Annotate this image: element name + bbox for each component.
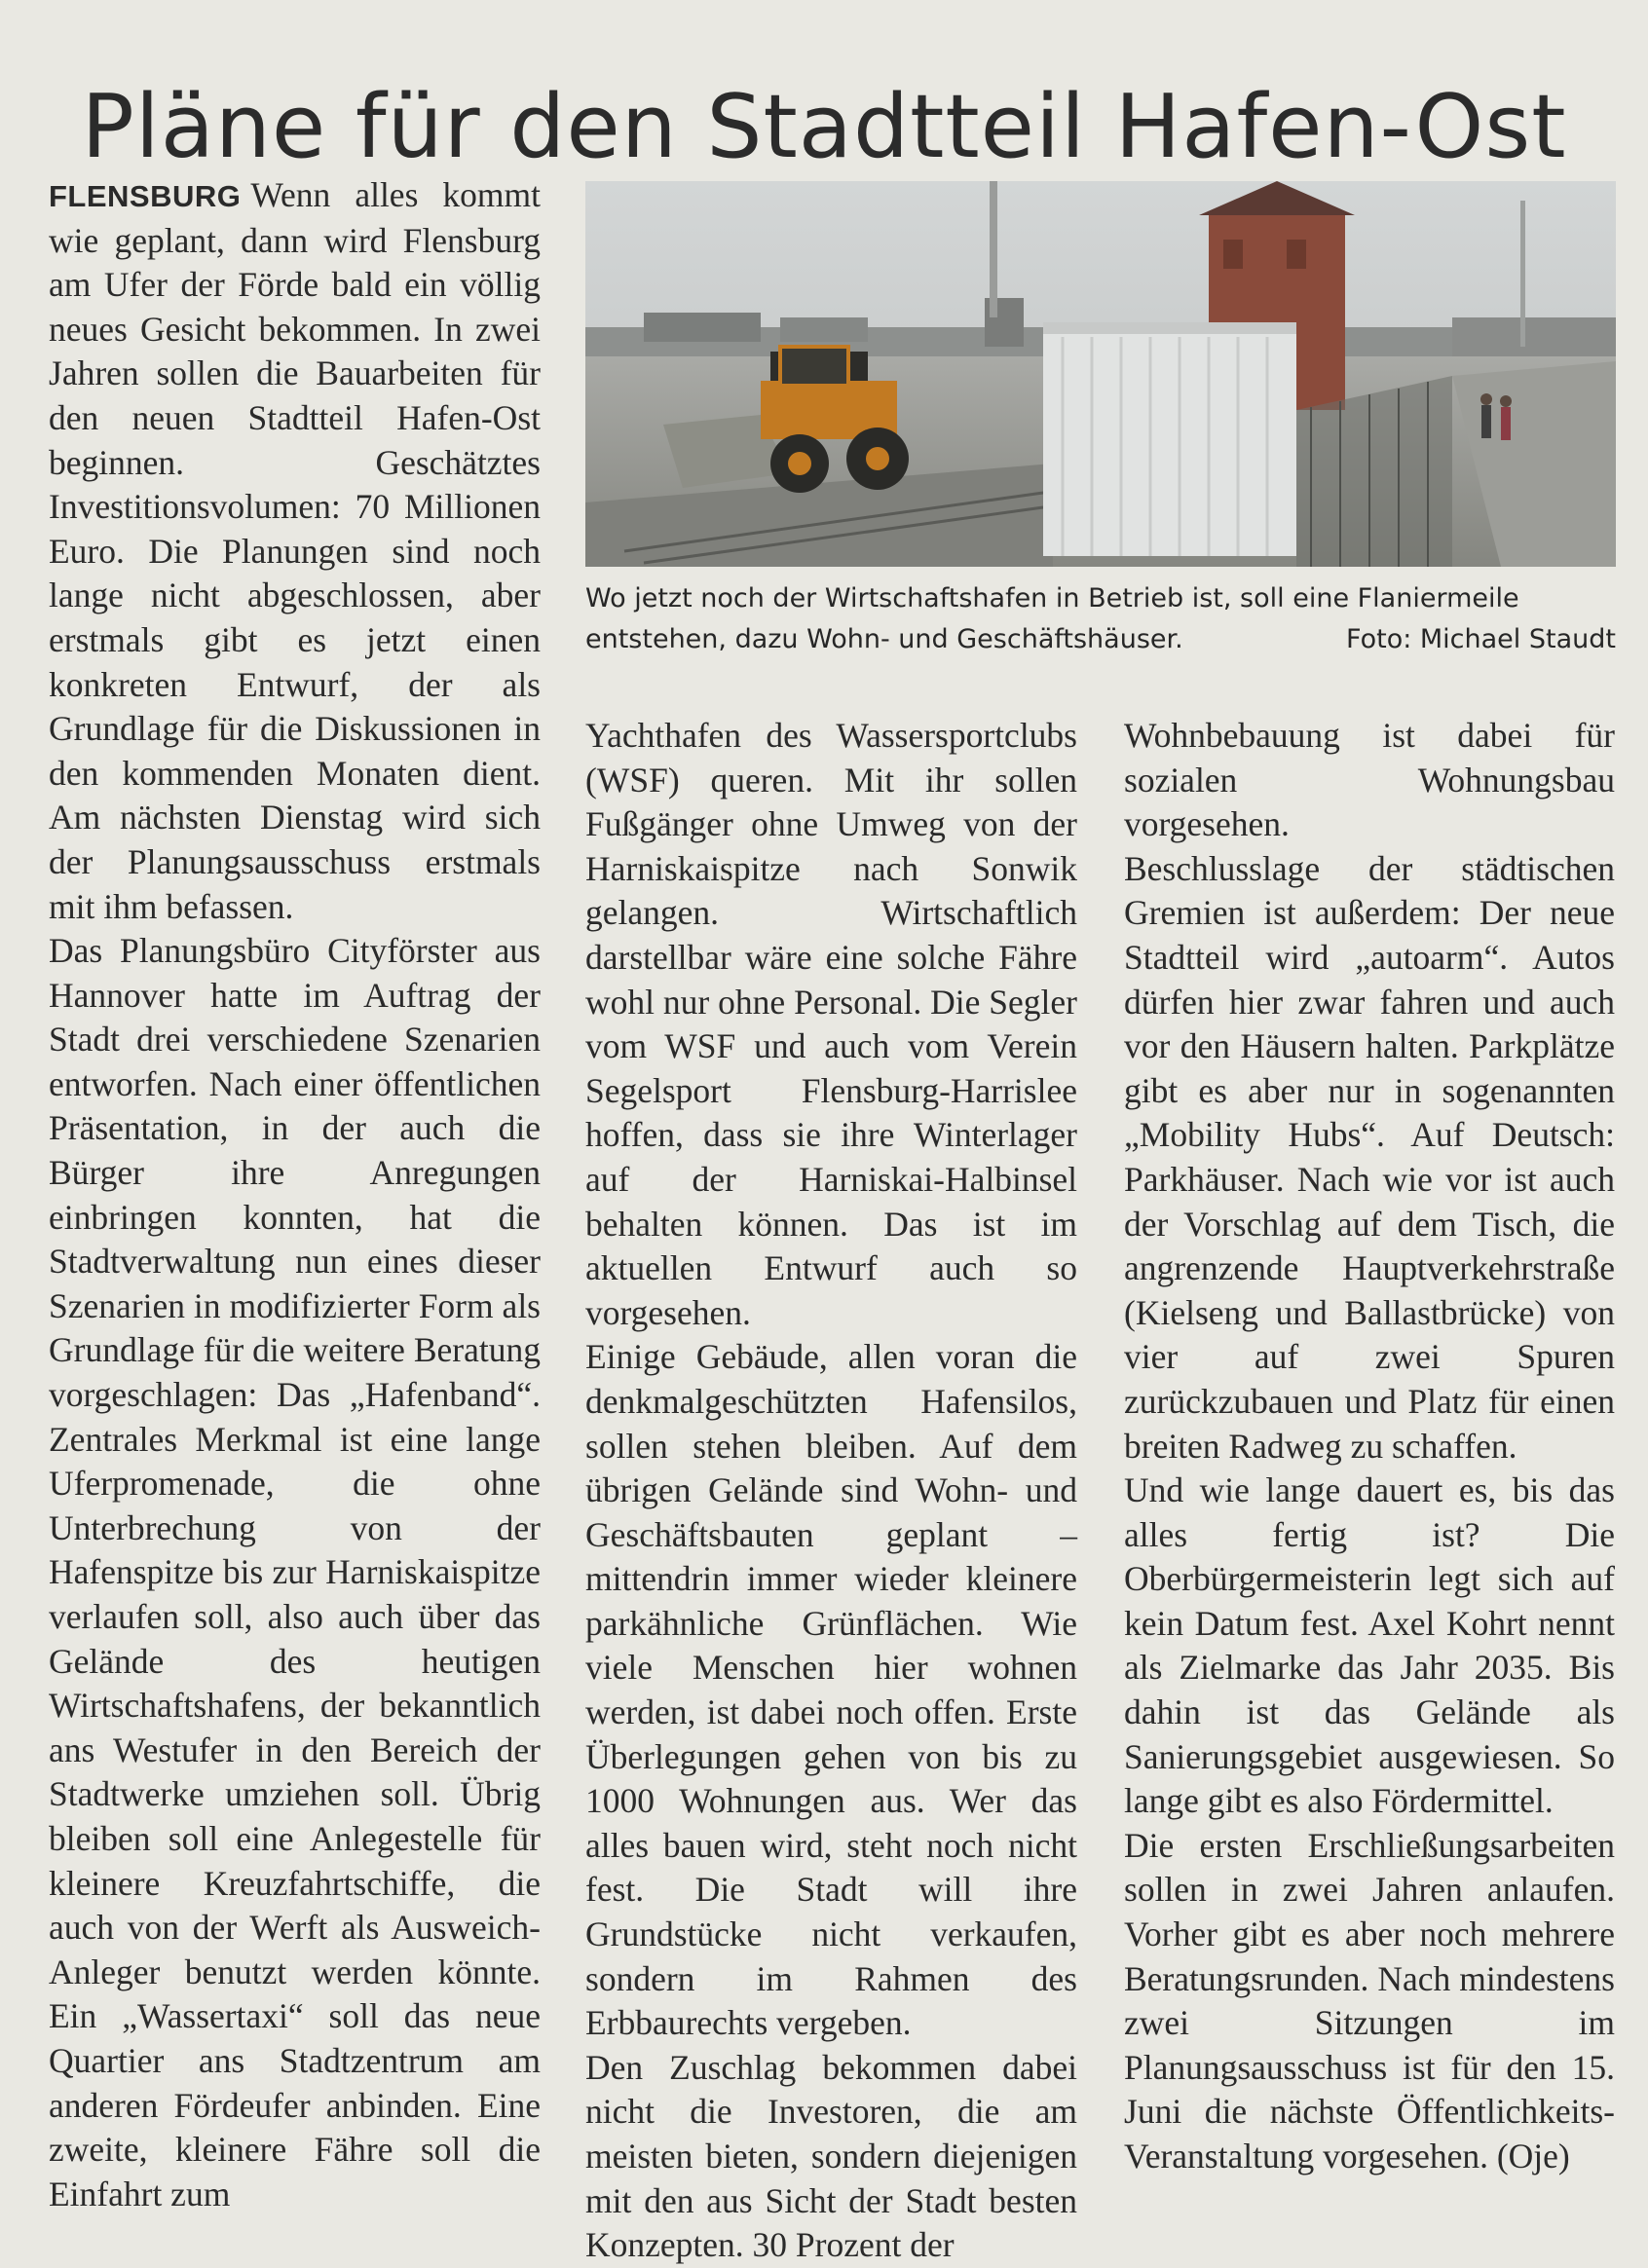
paragraph: Einige Gebäude, allen voran die denkmalgeschützten Hafensilos, sollen stehen bleiben. Auf dem übrigen Gelände sind Wohn- und Geschäftsbauten geplant – mittendrin immer wieder kleinere parkähnliche Grünflächen. Wie viele Menschen hier wohnen werden, ist dabei noch offen. Erste Überlegungen gehen von bis zu 1000 Wohnungen aus. Wer das alles bauen wird, steht noch nicht fest. Die Stadt will ihre Grundstücke nicht verkaufen, sondern im Rahmen des Erbbaurechts vergeben.: [585, 1337, 1077, 2043]
paragraph: Und wie lange dauert es, bis das alles fertig ist? Die Oberbürgermeisterin legt sich auf kein Datum fest. Axel Kohrt nennt als Zielmarke das Jahr 2035. Bis dahin ist das Gelände als Sanierungsgebiet ausgewiesen. So lange gibt es also Fördermittel.: [1124, 1470, 1615, 1821]
article-column-3: [1124, 714, 1615, 2179]
paragraph-text: Wenn alles kommt wie geplant, dann wird Flensburg am Ufer der Förde bald ein völlig neues Gesicht bekommen. In zwei Jahren sollen die Bauarbeiten für den neuen Stadtteil Hafen-Ost beginnen. Geschätztes Investitionsvolumen: 70 Millionen Euro. Die Planungen sind noch lange nicht abgeschlossen, aber erstmals gibt es jetzt einen konkreten Entwurf, der als Grundlage für die Diskussionen in den kommenden Monaten dient. Am nächsten Dienstag wird sich der Planungsausschuss erstmals mit ihm befassen.: [49, 175, 541, 926]
harbor-photo: [585, 181, 1616, 567]
paragraph: Den Zuschlag bekommen dabei nicht die Investoren, die am meisten bieten, sondern diejenigen mit den aus Sicht der Stadt besten Konzepten. 30 Prozent der: [585, 2047, 1077, 2265]
article-column-2: [585, 714, 1077, 2268]
paragraph: Die ersten Erschließungsarbeiten sollen in zwei Jahren anlaufen. Vorher gibt es aber noch mehrere Beratungsrunden. Nach mindestens zwei Sitzungen im Planungsausschuss ist für den 15. Juni die nächste Öffentlichkeits-Veranstaltung vorgesehen. (Oje): [1124, 1825, 1615, 2175]
photo-credit: Foto: Michael Staudt: [1346, 624, 1616, 654]
paragraph: [49, 173, 541, 929]
harbor-photo-illustration: [585, 181, 1616, 567]
paragraph: Wohnbebauung ist dabei für sozialen Wohnungsbau vorgesehen.: [1124, 716, 1615, 844]
photo-caption: [585, 578, 1616, 660]
article-column-1: [49, 173, 541, 2216]
paragraph: Yachthafen des Wassersportclubs (WSF) queren. Mit ihr sollen Fußgänger ohne Umweg von der Harniskaispitze nach Sonwik gelangen. Wirtschaftlich darstellbar wäre eine solche Fähre wohl nur ohne Personal. Die Segler vom WSF und auch vom Verein Segelsport Flensburg-Harrislee hoffen, dass sie ihre Winterlager auf der Harniskai-Halbinsel behalten können. Das ist im aktuellen Entwurf auch so vorgesehen.: [585, 716, 1077, 1332]
paragraph: Beschlusslage der städtischen Gremien ist außerdem: Der neue Stadtteil wird „autoarm“. Autos dürfen hier zwar fahren und auch vor den Häusern halten. Parkplätze gibt es aber nur in sogenannten „Mobility Hubs“. Auf Deutsch: Parkhäuser. Nach wie vor ist auch der Vorschlag auf dem Tisch, die angrenzende Hauptverkehrstraße (Kielseng und Ballastbrücke) von vier auf zwei Spuren zurückzubauen und Platz für einen breiten Radweg zu schaffen.: [1124, 848, 1615, 1466]
caption-text: Wo jetzt noch der Wirtschaftshafen in Betrieb ist, soll eine Flaniermeile entstehen, dazu Wohn- und Geschäftshäuser.: [585, 583, 1519, 654]
dateline: FLENSBURG: [49, 179, 242, 213]
headline: Pläne für den Stadtteil Hafen-Ost: [81, 76, 1567, 179]
paragraph: Das Planungsbüro Cityförster aus Hannover hatte im Auftrag der Stadt drei verschiedene Szenarien entworfen. Nach einer öffentlichen Präsentation, in der auch die Bürger ihre Anregungen einbringen konnten, hat die Stadtverwaltung nun eines dieser Szenarien in modifizierter Form als Grundlage für die weitere Beratung vorgeschlagen: Das „Hafenband“. Zentrales Merkmal ist eine lange Uferpromenade, die ohne Unterbrechung von der Hafenspitze bis zur Harniskaispitze verlaufen soll, also auch über das Gelände des heutigen Wirtschaftshafens, der bekanntlich ans Westufer in den Bereich der Stadtwerke umziehen soll. Übrig bleiben soll eine Anlegestelle für kleinere Kreuzfahrtschiffe, die auch von der Werft als Ausweich-Anleger benutzt werden könnte. Ein „Wassertaxi“ soll das neue Quartier ans Stadtzentrum am anderen Fördeufer anbinden. Eine zweite, kleinere Fähre soll die Einfahrt zum: [49, 931, 541, 2213]
